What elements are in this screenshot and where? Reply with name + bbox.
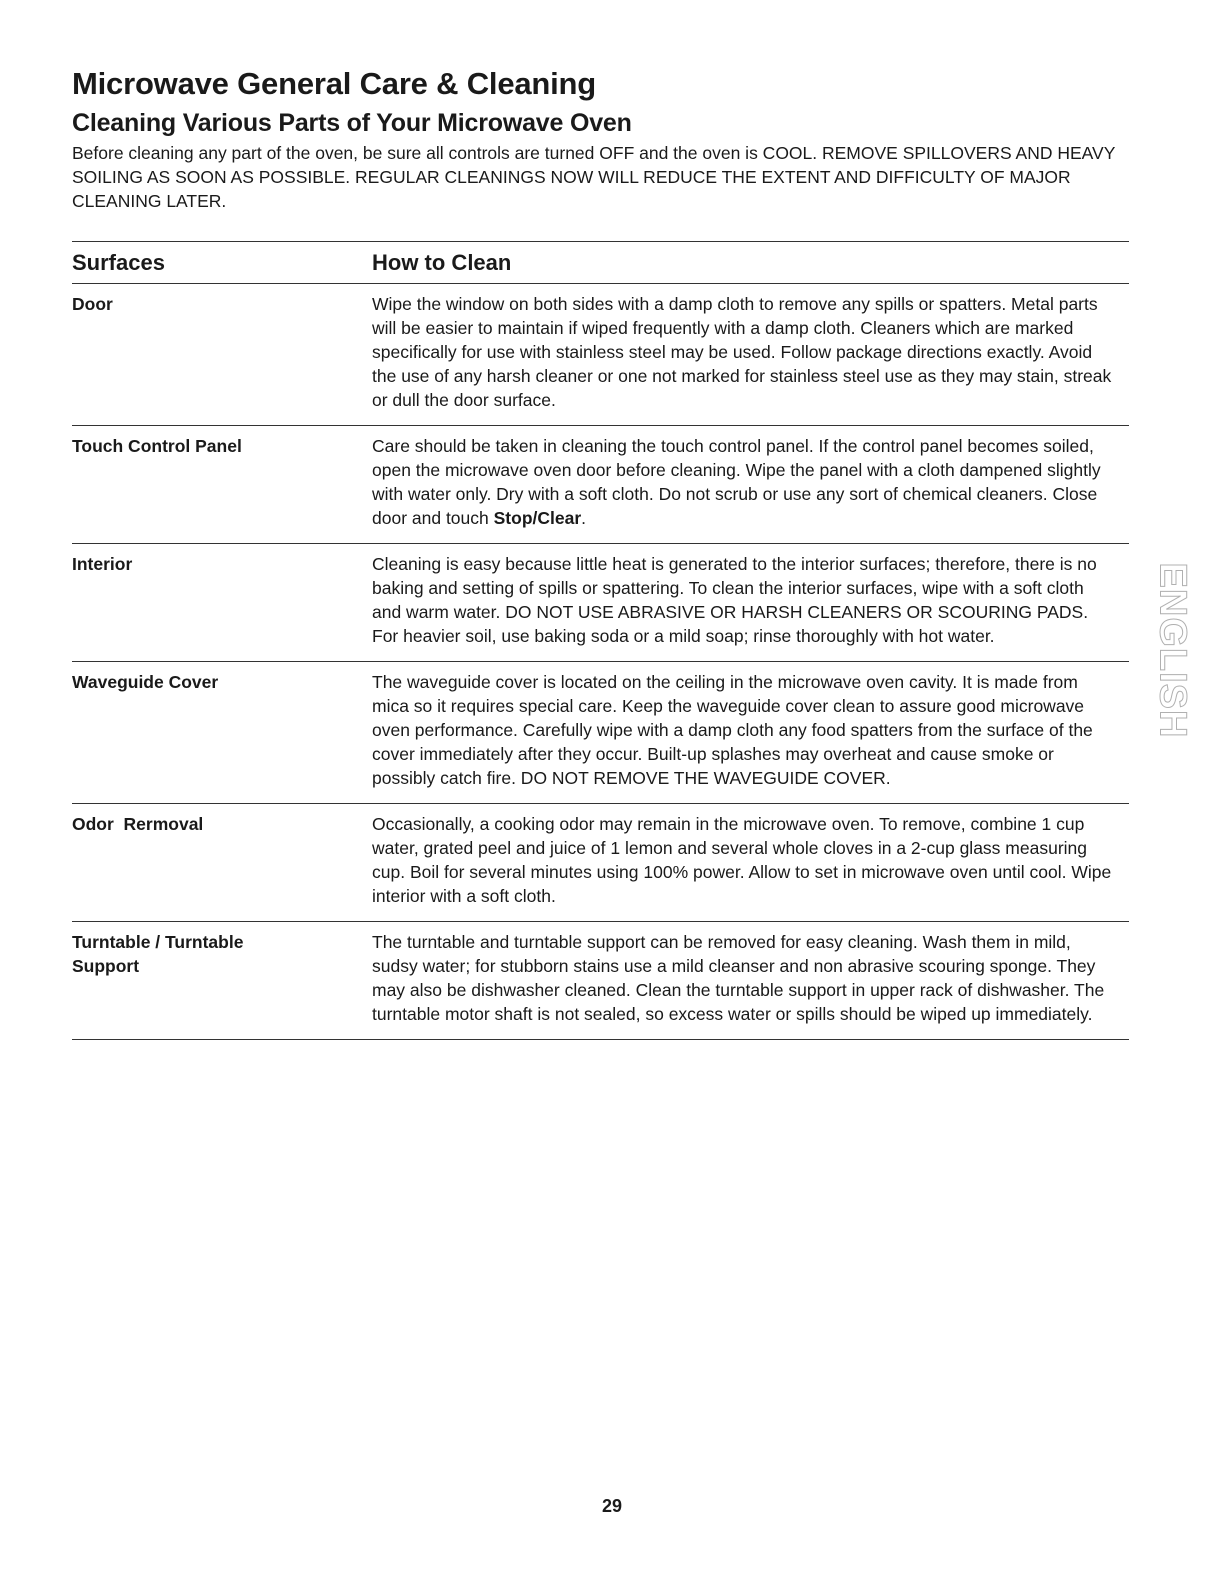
surface-description: Occasionally, a cooking odor may remain in the microwave oven. To remove, combine 1 cup water, grated peel and juice of 1 lemon and several whole cloves in a 2-cup glass measuring cup. Boil for several minutes using 100% power. Allow to set in microwave oven until cool. Wipe interior with a soft cloth. (372, 814, 1112, 906)
surface-name: Door (72, 294, 113, 314)
header-surfaces: Surfaces (72, 249, 165, 275)
description-end: . (581, 508, 587, 528)
page-number: 29 (601, 1496, 623, 1516)
surface-name: Waveguide Cover (72, 672, 219, 692)
language-label: ENGLISH (1151, 562, 1194, 738)
surface-name: Touch Control Panel (72, 436, 242, 456)
surface-name: Turntable / Turntable Support (72, 932, 244, 976)
table-row-touch-control-panel (72, 426, 1129, 544)
surface-name: Odor Rermoval (72, 814, 204, 834)
header-how-to-clean: How to Clean (372, 249, 512, 275)
surface-description: Cleaning is easy because little heat is generated to the interior surfaces; therefore, there is no baking and setting of spills or spattering. To clean the interior surfaces, wipe with a soft cloth and warm water. DO NOT USE ABRASIVE OR HARSH CLEANERS OR SCOURING PADS. For heavier soil, use baking soda or a mild soap; rinse thoroughly with hot water. (372, 554, 1097, 646)
table-row-turntable (72, 922, 1129, 1040)
table-row-door (72, 284, 1129, 426)
intro-paragraph: Before cleaning any part of the oven, be sure all controls are turned OFF and the oven is COOL. REMOVE SPILLOVERS AND HEAVY SOILING AS SOON AS POSSIBLE. REGULAR CLEANINGS NOW WILL REDUCE THE EXTENT AND DIFFICULTY OF MAJOR CLEANING LATER. (72, 143, 1116, 211)
document-page (72, 64, 1129, 1040)
surface-description: The waveguide cover is located on the ceiling in the microwave oven cavity. It is made from mica so it requires special care. Keep the waveguide cover clean to assure good microwave oven performance. Carefully wipe with a damp cloth any food spatters from the surface of the cover immediately after they occur. Built-up splashes may overheat and cause smoke or possibly catch fire. DO NOT REMOVE THE WAVEGUIDE COVER. (372, 672, 1093, 788)
section-subtitle: Cleaning Various Parts of Your Microwave Oven (72, 109, 632, 137)
table-row-interior (72, 544, 1129, 662)
table-row-waveguide-cover (72, 662, 1129, 804)
surface-description: The turntable and turntable support can be removed for easy cleaning. Wash them in mild, sudsy water; for stubborn stains use a mild cleanser and non abrasive scouring sponge. They may also be dishwasher cleaned. Clean the turntable support in upper rack of dishwasher. The turntable motor shaft is not sealed, so excess water or spills should be wiped up immediately. (372, 932, 1105, 1024)
surface-name: Interior (72, 554, 133, 574)
table-row-odor-removal (72, 804, 1129, 922)
language-side-tab (1148, 562, 1196, 738)
description-text: Care should be taken in cleaning the touch control panel. If the control panel becomes soiled, open the microwave oven door before cleaning. Wipe the panel with a cloth dampened slightly with water only. Dry with a soft cloth. Do not scrub or use any sort of chemical cleaners. Close door and touch (372, 436, 1101, 528)
surface-description: Wipe the window on both sides with a damp cloth to remove any spills or spatters. Metal parts will be easier to maintain if wiped frequently with a damp cloth. Cleaners which are marked specifically for use with stainless steel may be used. Follow package directions exactly. Avoid the use of any harsh cleaner or one not marked for stainless steel use as they may stain, streak or dull the door surface. (372, 294, 1112, 410)
surface-description (372, 434, 1114, 530)
cleaning-table (72, 241, 1129, 1040)
table-header (72, 242, 1129, 284)
page-title: Microwave General Care & Cleaning (72, 66, 597, 101)
stop-clear-key-label: Stop/Clear (493, 508, 582, 528)
